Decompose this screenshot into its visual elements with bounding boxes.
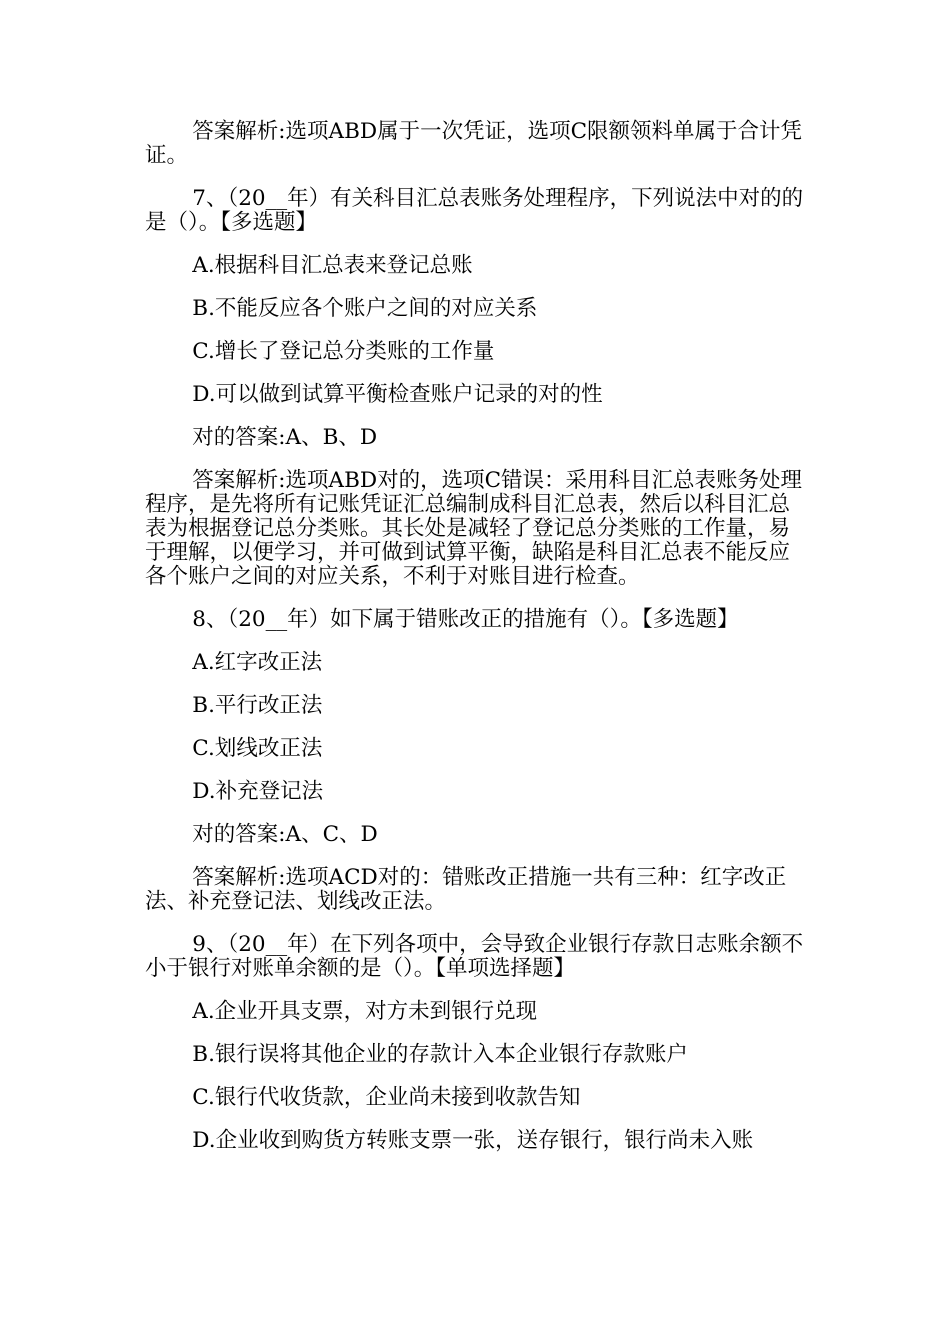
question-9: 9、（20__年）在下列各项中，会导致企业银行存款日志账余额不小于银行对账单余额的是（）。【单项选择题】 xyxy=(145,932,804,981)
question-9-option-d: D.企业收到购货方转账支票一张，送存银行，银行尚未入账 xyxy=(192,1128,754,1153)
question-7-correct-answer: 对的答案:A、B、D xyxy=(192,425,378,450)
question-8-option-b: B.平行改正法 xyxy=(192,693,323,718)
question-8-explanation: 答案解析:选项ACD对的：错账改正措施一共有三种：红字改正法、补充登记法、划线改正法。 xyxy=(145,865,787,914)
question-9-option-a: A.企业开具支票，对方未到银行兑现 xyxy=(192,999,538,1024)
answer-explanation-6: 答案解析:选项ABD属于一次凭证，选项C限额领料单属于合计凭证。 xyxy=(145,119,803,168)
question-7-option-a: A.根据科目汇总表来登记总账 xyxy=(192,253,473,278)
question-8-option-d: D.补充登记法 xyxy=(192,779,324,804)
question-7-explanation: 答案解析:选项ABD对的，选项C错误：采用科目汇总表账务处理程序，是先将所有记账凭证汇总编制成科目汇总表，然后以科目汇总表为根据登记总分类账。其长处是减轻了登记总分类账的工作量，易于理解，以便学习，并可做到试算平衡，缺陷是科目汇总表不能反应各个账户之间的对应关系，不利于对账目进行检查。 xyxy=(145,468,803,589)
question-9-option-b: B.银行误将其他企业的存款计入本企业银行存款账户 xyxy=(192,1042,688,1067)
question-7-option-b: B.不能反应各个账户之间的对应关系 xyxy=(192,296,538,321)
question-8: 8、（20__年）如下属于错账改正的措施有（）。【多选题】 xyxy=(192,607,739,632)
question-8-correct-answer: 对的答案:A、C、D xyxy=(192,822,378,847)
document-body xyxy=(145,120,810,1153)
question-7-option-c: C.增长了登记总分类账的工作量 xyxy=(192,339,495,364)
question-7: 7、（20__年）有关科目汇总表账务处理程序，下列说法中对的的是（）。【多选题】 xyxy=(145,186,804,235)
question-8-option-c: C.划线改正法 xyxy=(192,736,323,761)
question-8-option-a: A.红字改正法 xyxy=(192,650,323,675)
question-9-option-c: C.银行代收货款，企业尚未接到收款告知 xyxy=(192,1085,581,1110)
question-7-option-d: D.可以做到试算平衡检查账户记录的对的性 xyxy=(192,382,603,407)
